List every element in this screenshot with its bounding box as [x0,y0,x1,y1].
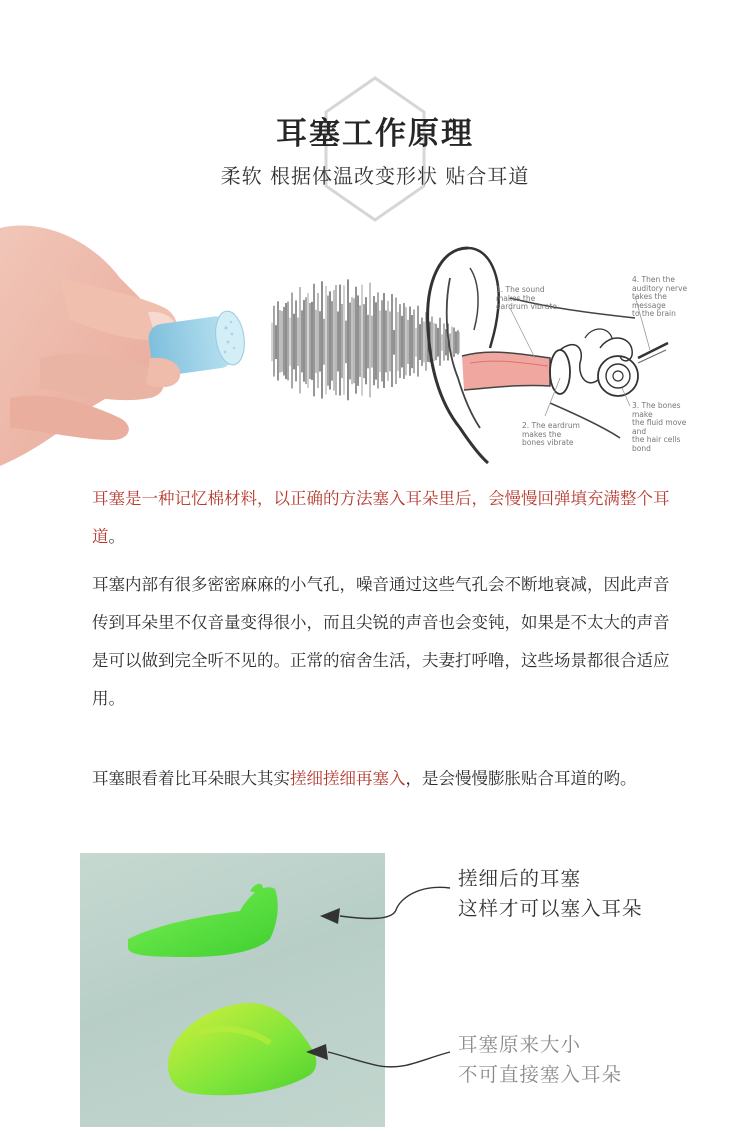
detail-paragraph: 耳塞内部有很多密密麻麻的小气孔，噪音通过这些气孔会不断地衰减，因此声音传到耳朵里不仅音量变得很小，而且尖锐的声音也会变钝，如果是不太大的声音是可以做到完全听不见的。正常的宿舍生活，夫妻打呼噜，这些场景都很合适应用。 [92,575,670,708]
arrow-to-original-earplug [300,1030,460,1080]
usage-text-end: ，是会慢慢膨胀贴合耳道的哟。 [405,769,637,788]
diagram-label-2: 2. The eardrum makes the bones vibrate [522,421,580,447]
arrow-to-rolled-earplug [310,880,460,940]
ear-anatomy-diagram [410,238,700,468]
page-subtitle: 柔软 根据体温改变形状 贴合耳道 [220,164,530,188]
original-note-line-2: 不可直接塞入耳朵 [458,1063,623,1086]
rolled-earplug-note [458,864,643,924]
diagram-label-3: 3. The bones make the fluid move and the hair cells bond [632,401,687,453]
original-note-line-1: 耳塞原来大小 [458,1033,582,1056]
diagram-label-1: 1. The sound makes the eardrum vibrate [496,285,557,311]
intro-paragraph [92,480,672,556]
original-earplug-note [458,1030,622,1090]
hand-holding-earplug-illustration [0,208,260,470]
intro-end-text: 。 [108,527,125,546]
rolled-note-line-1: 搓细后的耳塞 [458,867,582,890]
intro-highlight-text: 耳塞是一种记忆棉材料，以正确的方法塞入耳朵里后，会慢慢回弹填充满整个耳道 [92,489,670,546]
usage-text-start: 耳塞眼看着比耳朵眼大其实 [92,769,290,788]
page-title: 耳塞工作原理 [276,116,474,152]
usage-paragraph [92,760,672,798]
diagram-label-4: 4. Then the auditory nerve takes the message to the brain [632,275,688,318]
usage-highlight-text: 搓细搓细再塞入 [290,769,406,788]
rolled-note-line-2: 这样才可以塞入耳朵 [458,897,643,920]
